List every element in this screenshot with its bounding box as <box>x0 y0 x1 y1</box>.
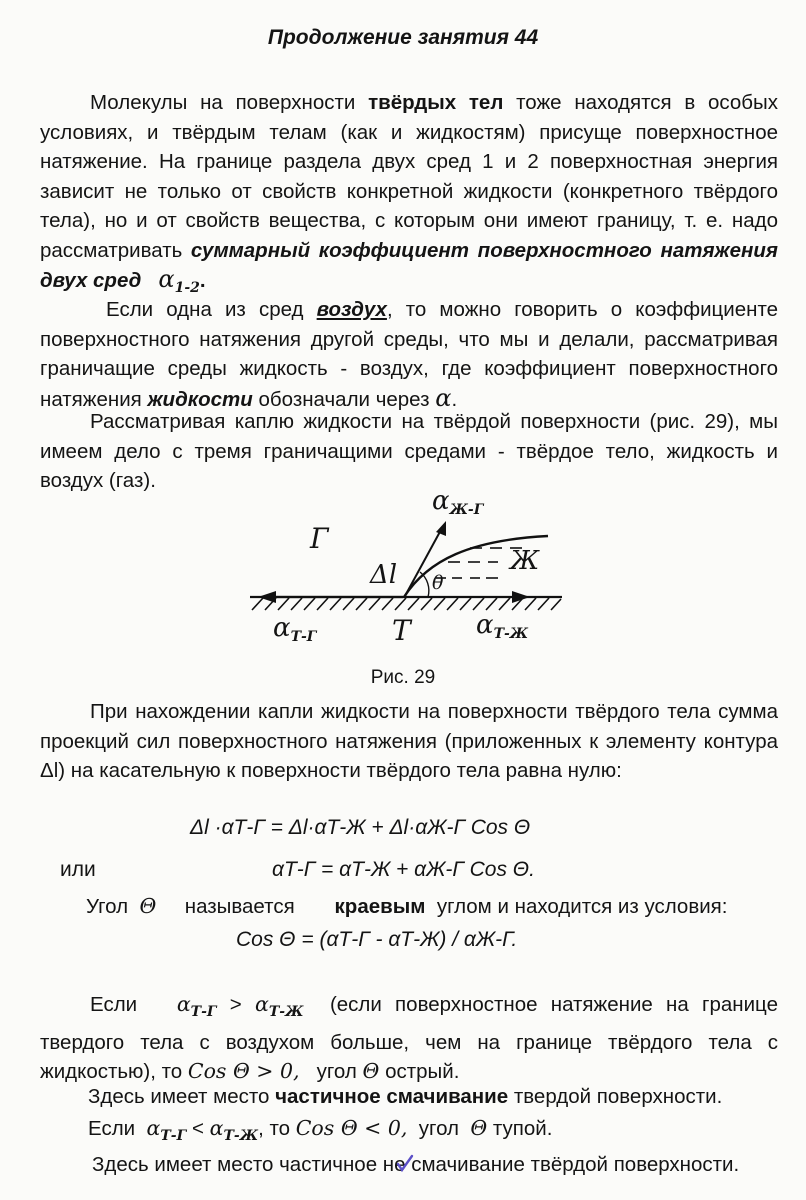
p5-text-b: называется <box>184 895 295 918</box>
label-delta-l: Δl <box>370 560 398 590</box>
paragraph-5: Угол Θ называется краевым углом и находится из условия: <box>86 894 728 918</box>
sub-sl: Т-Ж <box>493 626 529 642</box>
p2-text-c: , то можно говорить о коэффициенте поверхностного натяжения другой среды, что мы и делали, рассматривая граничащие среды жидкость - воздух, где коэффициент поверхностного натяжения <box>40 298 779 411</box>
p7-bold: частичное смачивание <box>275 1085 509 1108</box>
p5-bold: краевым <box>334 895 426 918</box>
equation-2: αТ-Г = αТ-Ж + αЖ-Г Cos Θ. <box>272 858 535 881</box>
p6-text-d: острый. <box>385 1060 460 1083</box>
label-liquid: Ж <box>510 546 540 576</box>
equation-1: Δl ·αТ-Г = Δl·αТ-Ж + Δl·αЖ-Г Cos Θ <box>190 816 531 839</box>
p6-text-b: (если поверхностное натяжение на границе твердого тела с воздухом больше, чем на границе твёрдого тела с жидкостью), то <box>40 993 778 1083</box>
p8-text-d: тупой. <box>492 1117 553 1140</box>
label-theta: θ <box>432 572 444 594</box>
p2-liquid: жидкости <box>147 387 253 411</box>
p3-text: Рассматривая каплю жидкости на твёрдой поверхности (рис. 29), мы имеем дело с тремя граничащими средами - твёрдое тело, жидкость и воздух (газ). <box>40 410 778 492</box>
p5-text-d: углом и находится из условия: <box>436 895 728 918</box>
arrow-lg-head <box>436 521 446 536</box>
figure-caption: Рис. 29 <box>370 667 436 688</box>
p2-text-a: Если одна из сред <box>106 298 317 321</box>
label-alpha-lg: αЖ-Г <box>432 486 484 518</box>
page-title: Продолжение занятия 44 <box>267 26 539 49</box>
p7-text-a: Здесь имеет место <box>88 1085 276 1108</box>
label-gas: Г <box>310 522 329 555</box>
paragraph-1: Молекулы на поверхности твёрдых тел тоже находятся в особых условиях, и твёрдым телам (как и жидкостям) присуще поверхностное натяжение. На границе раздела двух сред 1 и 2 поверхностная энергия зависит не только от свойств конкретной жидкости (конкретного твёрдого тела), но и от свойств вещества, с которым они имеют границу, т. е. надо рассматривать суммарный коэффициент поверхностного натяжения двух сред $\alpha_{1-2}$. <box>40 91 779 296</box>
p7-text-c: твердой поверхности. <box>508 1085 723 1108</box>
p1-text-c: тоже находятся в особых условиях, и твёрдым телам (как и жидкостям) присуще поверхностное натяжение. На границе раздела двух сред 1 и 2 поверхностная энергия зависит не только от свойств конкретной жидкости (конкретного твёрдого тела), но и от свойств вещества, с которым они имеют границу, т. е. надо рассматривать <box>40 91 779 262</box>
equation-or: или <box>60 858 96 881</box>
p1-term: суммарный коэффициент поверхностного натяжения двух сред <box>40 238 778 292</box>
label-solid: Т <box>392 614 411 647</box>
p1-subscript: 1-2 <box>174 280 200 296</box>
sub-lg: Ж-Г <box>449 502 484 518</box>
alpha-symbol: α <box>158 265 175 293</box>
p5-text-a: Угол <box>86 895 129 918</box>
paragraph-8: Если $\alpha_{Т-Г} < \alpha_{Т-Ж}$, то Cos Θ < 0, угол Θ тупой. <box>88 1116 553 1144</box>
p8-text-c: угол <box>418 1117 459 1140</box>
p2-air: воздух <box>316 298 387 321</box>
equation-3: Cos Θ = (αТ-Г - αТ-Ж) / αЖ-Г. <box>236 928 518 951</box>
p4-text: При нахождении капли жидкости на поверхности твёрдого тела сумма проекций сил поверхностного натяжения (приложенных к элементу контура Δl) на касательную к поверхности твёрдого тела равна нулю: <box>40 700 778 782</box>
alpha-symbol: α <box>435 383 452 412</box>
p8-text-a: Если <box>88 1117 136 1140</box>
p1-bold: твёрдых тел <box>368 91 504 114</box>
paragraph-6: Если $\alpha_{Т-Г} > \alpha_{Т-Ж}$ (если поверхностное натяжение на границе твердого тела с воздухом больше, чем на границе твёрдого тела с жидкостью), то Cos Θ > 0, угол Θ острый. <box>40 992 778 1083</box>
p2-text-e: обозначали через <box>258 387 430 411</box>
p6-text-a: Если <box>90 993 138 1016</box>
p9-text: Здесь имеет место частичное не смачивание твёрдой поверхности. <box>92 1153 740 1176</box>
paragraph-4 <box>40 697 778 786</box>
p1-text-a: Молекулы на поверхности <box>90 91 369 114</box>
label-alpha-sl: αТ-Ж <box>476 610 529 642</box>
p6-text-c: угол <box>316 1060 357 1083</box>
paragraph-9 <box>92 1150 782 1180</box>
p8-text-b: , то <box>258 1117 291 1140</box>
paragraph-2: Если одна из сред воздух, то можно говорить о коэффициенте поверхностного натяжения другой среды, что мы и делали, рассматривая граничащие среды жидкость - воздух, где коэффициент поверхностного натяжения жидкости обозначали через α. <box>40 298 779 412</box>
label-alpha-sg: αТ-Г <box>273 613 317 645</box>
sub-sg: Т-Г <box>290 629 317 645</box>
paragraph-7 <box>88 1082 778 1112</box>
